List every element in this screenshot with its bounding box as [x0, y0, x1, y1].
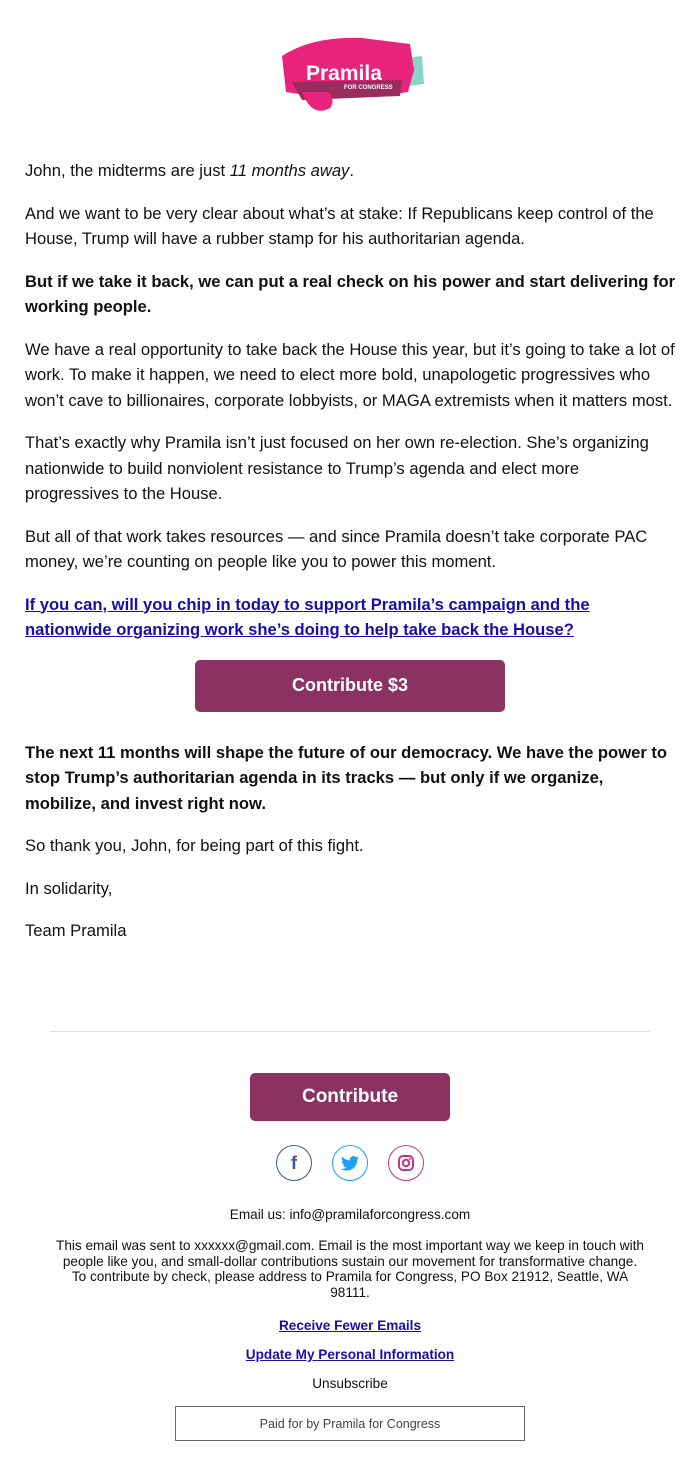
update-info-link[interactable]: Update My Personal Information — [245, 1347, 455, 1362]
twitter-icon[interactable] — [332, 1145, 368, 1181]
paragraph: We have a real opportunity to take back the House this year, but it’s going to take a lot of work. To make it happen, we need to elect more bold, unapologetic progressives who won’t cave to billionaires, corporate lobbyists, or MAGA extremists when it matters most. — [25, 339, 675, 410]
paragraph — [25, 158, 677, 184]
contribute-3-button[interactable]: Contribute $3 — [195, 660, 505, 712]
divider — [50, 1031, 650, 1032]
donate-link[interactable]: If you can, will you chip in today to support Pramila’s campaign and the nationwide organizing work she’s doing to help take back the House? — [25, 594, 590, 639]
receive-fewer-emails-link[interactable]: Receive Fewer Emails — [278, 1318, 422, 1333]
paragraph: But all of that work takes resources — and since Pramila doesn’t take corporate PAC money, we’re counting on people like you to power this moment. — [25, 526, 648, 571]
footer-notice: This email was sent to xxxxxx@gmail.com. Email is the most important way we keep in touch with people like you, and small-dollar contributions sustain our movement for transformative change. To contribute by check, please address to Pramila for Congress, PO Box 21912, Seattle, WA 98111. — [56, 1238, 644, 1300]
paragraph-bold: But if we take it back, we can put a real check on his power and start delivering for working people. — [25, 271, 676, 316]
emphasis: 11 months away — [229, 161, 350, 180]
text: John, the midterms are just — [25, 161, 230, 180]
paragraph: That’s exactly why Pramila isn’t just focused on her own re-election. She’s organizing nationwide to build nonviolent resistance to Trump’s agenda and elect more progressives to the House. — [25, 433, 649, 503]
contribute-button[interactable]: Contribute — [250, 1073, 450, 1121]
logo — [272, 26, 428, 116]
facebook-icon[interactable]: f — [276, 1145, 312, 1181]
instagram-icon[interactable] — [388, 1145, 424, 1181]
text: . — [349, 161, 354, 180]
sign-off: In solidarity, — [25, 878, 113, 898]
paragraph: And we want to be very clear about what’s at stake: If Republicans keep control of the House, Trump will have a rubber stamp for his authoritarian agenda. — [25, 203, 654, 248]
paragraph-bold: The next 11 months will shape the future of our democracy. We have the power to stop Trump’s authoritarian agenda in its tracks — but only if we organize, mobilize, and invest right now. — [25, 742, 668, 813]
unsubscribe-link[interactable]: Unsubscribe — [312, 1376, 388, 1391]
paid-for-disclaimer: Paid for by Pramila for Congress — [175, 1406, 525, 1441]
logo-text: Pramila — [306, 62, 382, 85]
contact-email: Email us: info@pramilaforcongress.com — [229, 1207, 471, 1222]
email-body — [25, 158, 677, 961]
paragraph: So thank you, John, for being part of this fight. — [25, 836, 364, 855]
logo-subtext: FOR CONGRESS — [344, 85, 393, 91]
signature: Team Pramila — [25, 921, 127, 940]
